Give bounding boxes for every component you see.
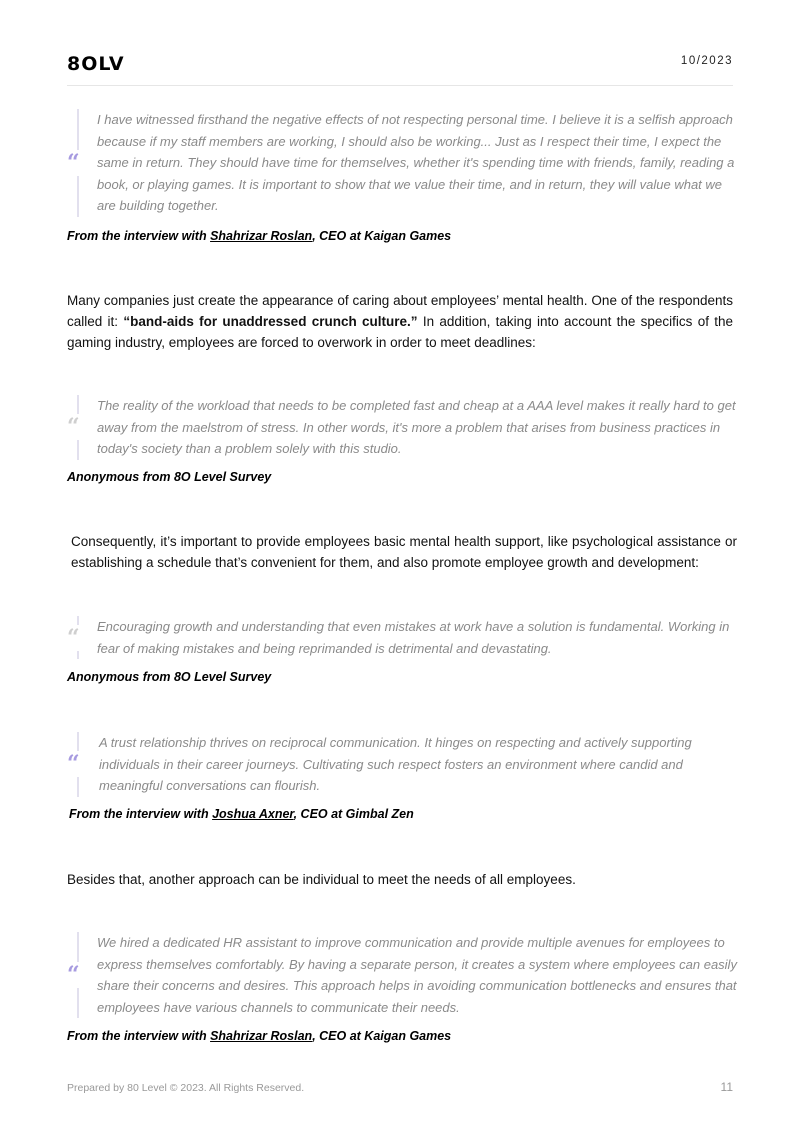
logo: 8OLV	[67, 53, 125, 75]
quote-block	[67, 395, 737, 460]
footer-copyright: Prepared by 80 Level © 2023. All Rights Reserved.	[67, 1082, 305, 1094]
paragraph: Consequently, it’s important to provide employees basic mental health support, like psychological assistance or establishing a schedule that’s convenient for them, and also promote employee growth and development:	[71, 534, 737, 570]
attribution-role: , CEO at Kaigan Games	[312, 1029, 452, 1043]
quote-text: A trust relationship thrives on reciprocal communication. It hinges on respecting and actively supporting individuals in their career journeys. Cultivating such respect fosters an environment where candid and meaningful conversations can flourish.	[99, 735, 692, 793]
quote-icon: “	[67, 149, 80, 176]
attribution-prefix: From the interview with	[69, 807, 213, 821]
quote-attribution: Anonymous from 8O Level Survey	[67, 670, 272, 684]
quote-attribution	[67, 1029, 451, 1043]
quote-block	[67, 109, 737, 217]
quote-attribution	[69, 807, 414, 821]
quote-attribution: Anonymous from 8O Level Survey	[67, 470, 272, 484]
header-divider	[67, 85, 733, 86]
quote-text: I have witnessed firsthand the negative effects of not respecting personal time. I believe it is a selfish approach because if my staff members are working, I should also be working... Just as I respect their time, I expect the same in return. They should have time for themselves, whether it's spending time with friends, family, reading a book, or playing games. It is important to show that we value their time, and in return, they will value what we are building together.	[97, 112, 735, 213]
paragraph	[67, 290, 733, 353]
paragraph: Besides that, another approach can be individual to meet the needs of all employees.	[67, 872, 576, 887]
report-date: 10/2023	[680, 55, 733, 67]
quote-block	[67, 932, 737, 1018]
quote-attribution	[67, 229, 451, 243]
quote-block	[67, 616, 737, 659]
person-link[interactable]: Shahrizar Roslan	[210, 229, 313, 243]
page-number: 11	[720, 1080, 733, 1094]
quote-block	[67, 732, 737, 797]
quote-icon: “	[67, 414, 80, 441]
quote-text: Encouraging growth and understanding that even mistakes at work have a solution is fundamental. Working in fear of making mistakes and being reprimanded is detrimental and devastating.	[97, 619, 730, 656]
attribution-prefix: From the interview with	[67, 229, 211, 243]
paragraph-text: In addition, taking into account the specifics of the gaming industry, employees are forced to overwork in order to meet deadlines:	[67, 314, 733, 350]
quote-icon: “	[67, 751, 80, 778]
attribution-prefix: From the interview with	[67, 1029, 211, 1043]
emphasis-text: “band-aids for unaddressed crunch culture.”	[123, 314, 418, 329]
attribution-role: , CEO at Kaigan Games	[312, 229, 452, 243]
person-link[interactable]: Shahrizar Roslan	[210, 1029, 313, 1043]
quote-text: The reality of the workload that needs to be completed fast and cheap at a AAA level makes it really hard to get away from the maelstrom of stress. In other words, it's more a problem that arises from business practices in today's society than a problem solely with this studio.	[97, 398, 736, 456]
paragraph-text: Many companies just create the appearance of caring about employees’ mental health. One of the respondents called it:	[67, 293, 733, 329]
quote-icon: “	[67, 962, 80, 988]
quote-text: We hired a dedicated HR assistant to improve communication and provide multiple avenues for employees to express themselves comfortably. By having a separate person, it creates a system where employees can easily share their concerns and desires. This approach helps in avoiding communication bottlenecks and ensures that employees have various channels to communicate their needs.	[97, 935, 737, 1015]
quote-icon: “	[67, 624, 80, 651]
attribution-role: , CEO at Gimbal Zen	[293, 807, 414, 821]
person-link[interactable]: Joshua Axner	[212, 807, 294, 821]
